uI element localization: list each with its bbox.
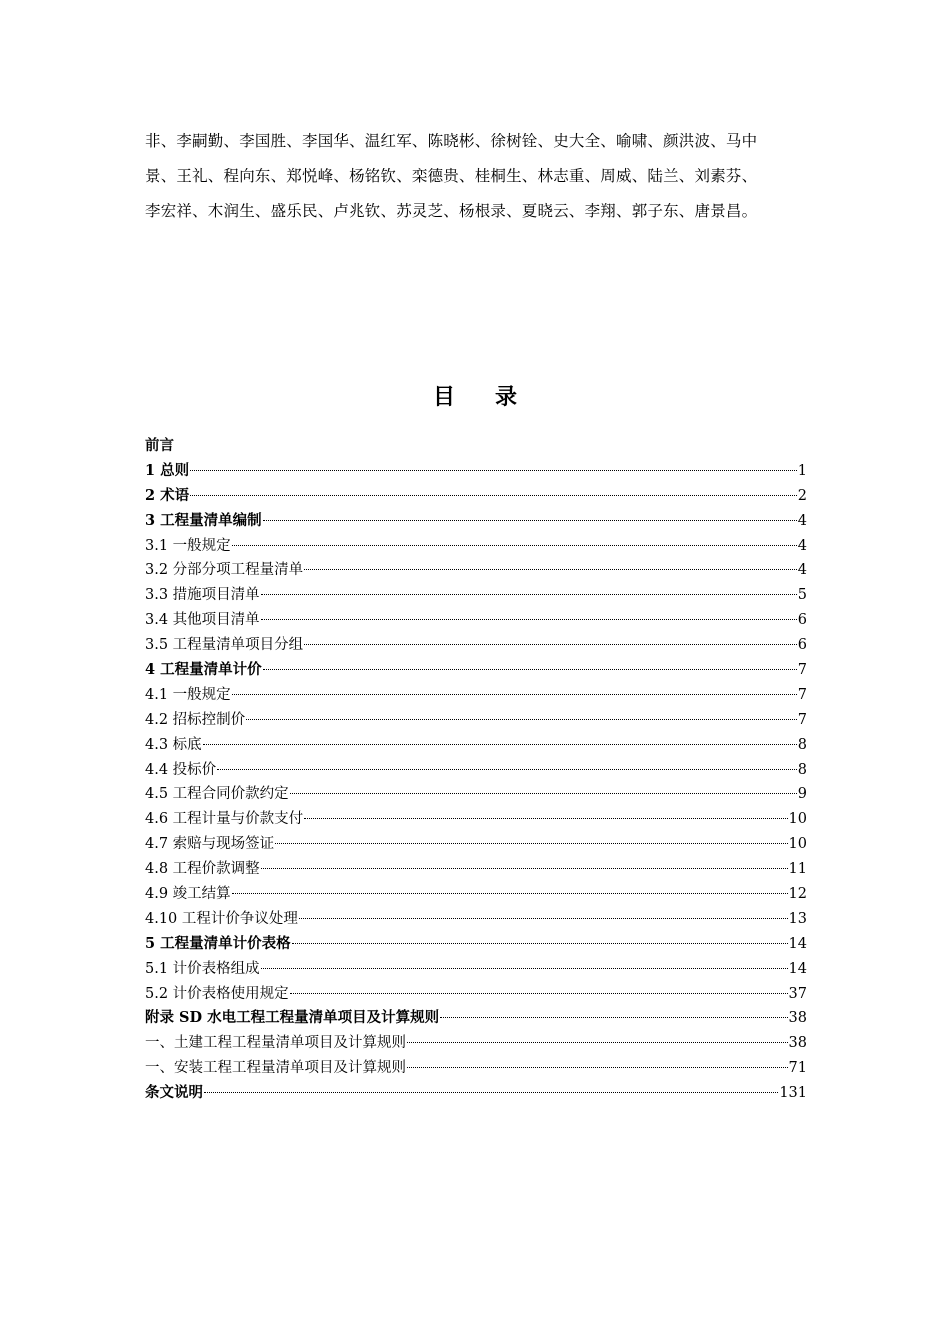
toc-dot-leader [261, 868, 788, 869]
toc-title: 目录 [432, 384, 557, 410]
toc-entry-label: 4.5 工程合同价款约定 [145, 786, 289, 803]
toc-dot-leader [304, 569, 797, 570]
toc-entry[interactable] [145, 1031, 807, 1056]
toc-dot-leader [203, 744, 797, 745]
toc-entry[interactable] [145, 733, 807, 758]
toc-dot-leader [261, 968, 788, 969]
toc-entry[interactable] [145, 807, 807, 832]
toc-entry[interactable] [145, 782, 807, 807]
toc-entry[interactable] [145, 534, 807, 559]
toc-entry[interactable] [145, 1056, 807, 1081]
toc-entry-label: 4.6 工程计量与价款支付 [145, 811, 304, 828]
toc-entry-label: 3.4 其他项目清单 [145, 612, 260, 629]
toc-entry-page: 10 [788, 811, 807, 828]
toc-entry-page: 71 [788, 1060, 807, 1077]
toc-entry-label: 5 工程量清单计价表格 [145, 934, 291, 952]
intro-line: 李宏祥、木润生、盛乐民、卢兆钦、苏灵芝、杨根录、夏晓云、李翔、郭子东、唐景昌。 [145, 202, 758, 220]
toc-entry-page: 11 [788, 861, 807, 878]
toc-dot-leader [190, 470, 797, 471]
toc-entry-label: 一、土建工程工程量清单项目及计算规则 [145, 1035, 406, 1052]
toc-entry-label: 4.8 工程价款调整 [145, 861, 260, 878]
toc-entry-page: 12 [788, 886, 807, 903]
toc-entry[interactable] [145, 434, 807, 459]
toc-entry[interactable] [145, 932, 807, 957]
toc-dot-leader [232, 893, 788, 894]
intro-line: 非、李嗣勤、李国胜、李国华、温红军、陈晓彬、徐树铨、史大全、喻啸、颜洪波、马中 [145, 132, 758, 150]
toc-entry-page: 131 [779, 1085, 807, 1102]
toc-entry-label: 3.1 一般规定 [145, 537, 231, 554]
toc-entry[interactable] [145, 882, 807, 907]
toc-entry[interactable] [145, 982, 807, 1007]
toc-entry-label: 3.2 分部分项工程量清单 [145, 562, 304, 579]
toc-entry[interactable] [145, 583, 807, 608]
toc-dot-leader [304, 818, 787, 819]
toc-entry-label: 5.1 计价表格组成 [145, 960, 260, 977]
toc-entry[interactable] [145, 1006, 807, 1031]
toc-entry-page: 4 [797, 562, 807, 579]
toc-entry-page: 4 [797, 537, 807, 554]
toc-entry-label: 4.4 投标价 [145, 761, 217, 778]
toc-entry-page: 7 [797, 686, 807, 703]
toc-dot-leader [407, 1042, 788, 1043]
toc-entry-page: 13 [788, 910, 807, 927]
toc-entry-page: 4 [797, 512, 807, 529]
toc-entry[interactable] [145, 683, 807, 708]
toc-entry-label: 5.2 计价表格使用规定 [145, 985, 289, 1002]
toc-entry-label: 4.3 标底 [145, 736, 202, 753]
toc-dot-leader [290, 793, 797, 794]
toc-dot-leader [232, 694, 797, 695]
toc-entry-page: 10 [788, 836, 807, 853]
toc-entry-label: 4.10 工程计价争议处理 [145, 910, 298, 927]
toc-dot-leader [246, 719, 797, 720]
toc-entry-label: 2 术语 [145, 486, 190, 504]
toc-entry[interactable] [145, 484, 807, 509]
toc-entry-label: 3.3 措施项目清单 [145, 587, 260, 604]
toc-entry-page: 6 [797, 637, 807, 654]
toc-entry-page: 7 [797, 662, 807, 679]
toc-dot-leader [190, 495, 797, 496]
toc-entry-page: 8 [797, 761, 807, 778]
toc-entry-page: 7 [797, 711, 807, 728]
toc-entry-page: 37 [788, 985, 807, 1002]
toc-entry[interactable] [145, 758, 807, 783]
toc-entry-page: 2 [797, 487, 807, 504]
toc-entry-page: 5 [797, 587, 807, 604]
toc-entry[interactable] [145, 832, 807, 857]
toc-entry[interactable] [145, 708, 807, 733]
toc-dot-leader [299, 918, 788, 919]
toc-dot-leader [290, 993, 788, 994]
toc-dot-leader [263, 669, 797, 670]
toc-dot-leader [275, 843, 787, 844]
toc-entry-label: 一、安装工程工程量清单项目及计算规则 [145, 1060, 406, 1077]
toc-entry-label: 4.9 竣工结算 [145, 886, 231, 903]
toc-entry-label: 4.7 索赔与现场签证 [145, 836, 275, 853]
toc-dot-leader [217, 769, 797, 770]
toc-entry-label: 1 总则 [145, 461, 190, 479]
toc-entry-page: 8 [797, 736, 807, 753]
toc-dot-leader [407, 1067, 788, 1068]
toc-dot-leader [232, 545, 797, 546]
intro-paragraph [145, 124, 807, 229]
toc-entry[interactable] [145, 1081, 807, 1106]
toc-dot-leader [440, 1017, 787, 1018]
toc-entry-label: 3 工程量清单编制 [145, 511, 262, 529]
intro-line: 景、王礼、程向东、郑悦峰、杨铭钦、栾德贵、桂桐生、林志重、周威、陆兰、刘素芬、 [145, 167, 758, 185]
toc-entry-page: 14 [788, 935, 807, 952]
toc-entry[interactable] [145, 558, 807, 583]
toc-entry-page: 38 [788, 1010, 807, 1027]
toc-entry-label: 3.5 工程量清单项目分组 [145, 637, 304, 654]
toc-entry[interactable] [145, 857, 807, 882]
toc-entry[interactable] [145, 608, 807, 633]
toc-dot-leader [261, 594, 797, 595]
toc-entry-page: 38 [788, 1035, 807, 1052]
toc-dot-leader [292, 943, 788, 944]
toc-entry-label: 条文说明 [145, 1084, 203, 1102]
toc-entry[interactable] [145, 509, 807, 534]
toc-dot-leader [263, 520, 797, 521]
toc-entry-label: 附录 SD 水电工程工程量清单项目及计算规则 [145, 1009, 440, 1027]
table-of-contents [145, 434, 807, 1106]
toc-entry-page: 6 [797, 612, 807, 629]
toc-dot-leader [261, 619, 797, 620]
toc-dot-leader [304, 644, 797, 645]
toc-entry[interactable] [145, 459, 807, 484]
toc-dot-leader [204, 1092, 778, 1093]
toc-entry-label: 4.2 招标控制价 [145, 711, 246, 728]
toc-entry-page: 9 [797, 786, 807, 803]
toc-entry[interactable] [145, 957, 807, 982]
toc-entry[interactable] [145, 658, 807, 683]
toc-entry[interactable] [145, 907, 807, 932]
toc-entry-label: 前言 [145, 437, 174, 454]
toc-entry-label: 4 工程量清单计价 [145, 661, 262, 679]
toc-entry-page: 1 [797, 462, 807, 479]
toc-entry[interactable] [145, 633, 807, 658]
toc-entry-page: 14 [788, 960, 807, 977]
toc-entry-label: 4.1 一般规定 [145, 686, 231, 703]
